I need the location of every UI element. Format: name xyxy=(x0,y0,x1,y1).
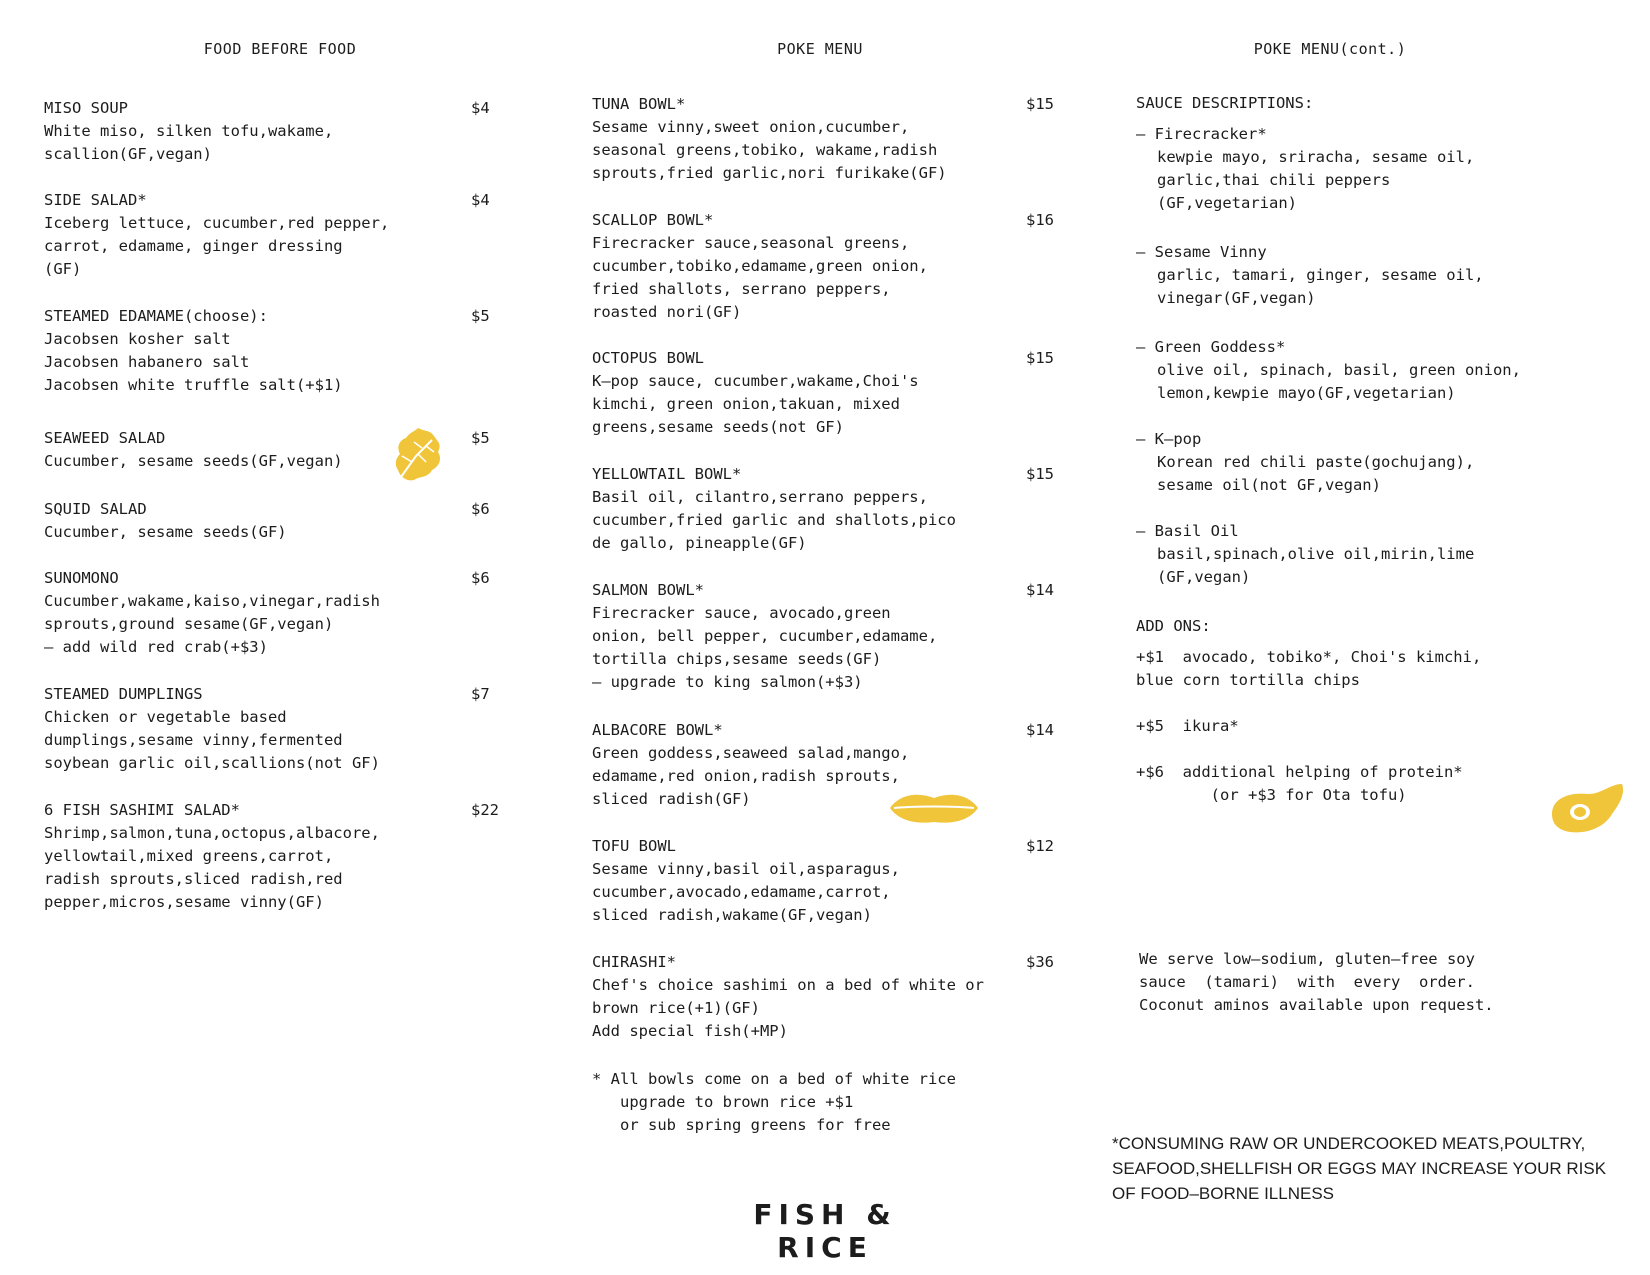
menu-item-name: SQUID SALAD xyxy=(44,500,147,518)
sauce-desc-line: olive oil, spinach, basil, green onion, xyxy=(1157,361,1521,379)
menu-item-name: OCTOPUS BOWL xyxy=(592,349,704,367)
col-title-middle: POKE MENU xyxy=(777,40,863,58)
menu-item-price: $4 xyxy=(471,99,490,117)
menu-item-desc-line: Sesame vinny,sweet onion,cucumber, xyxy=(592,118,910,136)
menu-item-desc-line: White miso, silken tofu,wakame, xyxy=(44,122,334,140)
sauce-item xyxy=(1136,336,1521,405)
sauce-item xyxy=(1136,123,1474,215)
sauce-name: – Firecracker* xyxy=(1136,125,1267,143)
menu-item-name: MISO SOUP xyxy=(44,99,128,117)
menu-item-desc-line: greens,sesame seeds(not GF) xyxy=(592,418,844,436)
text-line: * All bowls come on a bed of white rice xyxy=(592,1070,956,1088)
sauce-name: – Sesame Vinny xyxy=(1136,243,1267,261)
sauce-desc-line: lemon,kewpie mayo(GF,vegetarian) xyxy=(1157,384,1456,402)
menu-item-desc-line: Cucumber, sesame seeds(GF,vegan) xyxy=(44,452,343,470)
menu-item-desc-line: Firecracker sauce,seasonal greens, xyxy=(592,234,910,252)
text-line: SEAFOOD,SHELLFISH OR EGGS MAY INCREASE YOUR RISK xyxy=(1112,1159,1607,1178)
menu-item-name: ALBACORE BOWL* xyxy=(592,721,723,739)
text-line: blue corn tortilla chips xyxy=(1136,671,1360,689)
menu-item-name: STEAMED EDAMAME(choose): xyxy=(44,307,268,325)
menu-item xyxy=(44,305,343,397)
text-line: upgrade to brown rice +$1 xyxy=(592,1093,854,1111)
text-line: *CONSUMING RAW OR UNDERCOOKED MEATS,POULTRY, xyxy=(1112,1134,1586,1153)
addon-line-1 xyxy=(1136,646,1481,692)
sauce-desc-line: kewpie mayo, sriracha, sesame oil, xyxy=(1157,148,1475,166)
menu-item xyxy=(592,579,937,694)
menu-item-desc-line: – upgrade to king salmon(+$3) xyxy=(592,673,863,691)
menu-item-desc-line: Jacobsen habanero salt xyxy=(44,353,250,371)
menu-item-price: $36 xyxy=(1026,953,1054,971)
soy-note xyxy=(1139,948,1494,1017)
menu-item-desc-line: Chicken or vegetable based xyxy=(44,708,287,726)
col-title-right: POKE MENU(cont.) xyxy=(1253,40,1407,58)
bowl-note xyxy=(592,1068,956,1137)
menu-item-desc-line: Cucumber,wakame,kaiso,vinegar,radish xyxy=(44,592,380,610)
menu-item-desc-line: Add special fish(+MP) xyxy=(592,1022,788,1040)
menu-item-desc-line: onion, bell pepper, cucumber,edamame, xyxy=(592,627,938,645)
sauce-desc-line: garlic, tamari, ginger, sesame oil, xyxy=(1157,266,1484,284)
sauce-heading: SAUCE DESCRIPTIONS: xyxy=(1136,94,1314,112)
menu-item-desc-line: Green goddess,seaweed salad,mango, xyxy=(592,744,910,762)
menu-item-price: $15 xyxy=(1026,465,1054,483)
menu-item-price: $14 xyxy=(1026,721,1054,739)
menu-item-desc-line: Sesame vinny,basil oil,asparagus, xyxy=(592,860,900,878)
menu-item-desc-line: sliced radish(GF) xyxy=(592,790,751,808)
menu-item-desc-line: scallion(GF,vegan) xyxy=(44,145,212,163)
menu-item-price: $4 xyxy=(471,191,490,209)
disclaimer xyxy=(1112,1131,1632,1206)
menu-item-price: $22 xyxy=(471,801,499,819)
menu-item xyxy=(592,835,900,927)
menu-item xyxy=(44,498,287,544)
menu-item xyxy=(592,347,919,439)
menu-item-desc-line: cucumber,fried garlic and shallots,pico xyxy=(592,511,956,529)
menu-item-desc-line: carrot, edamame, ginger dressing xyxy=(44,237,343,255)
menu-item-name: YELLOWTAIL BOWL* xyxy=(592,465,742,483)
sauce-desc-line: basil,spinach,olive oil,mirin,lime xyxy=(1157,545,1475,563)
menu-item-desc-line: sprouts,fried garlic,nori furikake(GF) xyxy=(592,164,947,182)
menu-item-desc-line: fried shallots, serrano peppers, xyxy=(592,280,891,298)
menu-item-name: TUNA BOWL* xyxy=(592,95,686,113)
menu-item-name: SUNOMONO xyxy=(44,569,119,587)
addons-heading: ADD ONS: xyxy=(1136,617,1211,635)
sauce-desc-line: vinegar(GF,vegan) xyxy=(1157,289,1316,307)
leaf-icon xyxy=(392,426,444,486)
menu-item xyxy=(44,567,380,659)
sauce-name: – Green Goddess* xyxy=(1136,338,1286,356)
menu-item-desc-line: de gallo, pineapple(GF) xyxy=(592,534,807,552)
menu-item xyxy=(44,799,380,914)
menu-item-desc-line: roasted nori(GF) xyxy=(592,303,742,321)
menu-item-desc-line: Jacobsen kosher salt xyxy=(44,330,231,348)
menu-item xyxy=(44,97,333,166)
sauce-item xyxy=(1136,241,1484,310)
text-line: or sub spring greens for free xyxy=(592,1116,891,1134)
sauce-desc-line: (GF,vegan) xyxy=(1157,568,1251,586)
lips-icon xyxy=(888,790,980,826)
menu-item-price: $12 xyxy=(1026,837,1054,855)
menu-item xyxy=(592,93,947,185)
addon-line-3 xyxy=(1136,761,1463,807)
menu-item xyxy=(44,427,343,473)
text-line: +$1 avocado, tobiko*, Choi's kimchi, xyxy=(1136,648,1482,666)
menu-item-desc-line: Cucumber, sesame seeds(GF) xyxy=(44,523,287,541)
menu-item-desc-line: cucumber,tobiko,edamame,green onion, xyxy=(592,257,928,275)
menu-item-price: $5 xyxy=(471,429,490,447)
text-line: sauce (tamari) with every order. xyxy=(1139,973,1475,991)
menu-item-desc-line: Jacobsen white truffle salt(+$1) xyxy=(44,376,343,394)
menu-item xyxy=(592,719,909,811)
text-line: OF FOOD–BORNE ILLNESS xyxy=(1112,1184,1334,1203)
sauce-desc-line: Korean red chili paste(gochujang), xyxy=(1157,453,1475,471)
menu-item-desc-line: radish sprouts,sliced radish,red xyxy=(44,870,343,888)
menu-item-desc-line: kimchi, green onion,takuan, mixed xyxy=(592,395,900,413)
menu-item-price: $5 xyxy=(471,307,490,325)
menu-item-price: $6 xyxy=(471,500,490,518)
avocado-icon xyxy=(1548,780,1626,836)
text-line: Coconut aminos available upon request. xyxy=(1139,996,1494,1014)
menu-item-name: 6 FISH SASHIMI SALAD* xyxy=(44,801,240,819)
sauce-desc-line: garlic,thai chili peppers xyxy=(1157,171,1391,189)
menu-item-desc-line: tortilla chips,sesame seeds(GF) xyxy=(592,650,882,668)
col-title-left: FOOD BEFORE FOOD xyxy=(203,40,357,58)
menu-item-desc-line: edamame,red onion,radish sprouts, xyxy=(592,767,900,785)
menu-item-desc-line: dumplings,sesame vinny,fermented xyxy=(44,731,343,749)
sauce-item xyxy=(1136,428,1474,497)
menu-item-desc-line: Basil oil, cilantro,serrano peppers, xyxy=(592,488,928,506)
addon-line-2: +$5 ikura* xyxy=(1136,717,1239,735)
menu-item xyxy=(592,463,956,555)
menu-item-desc-line: (GF) xyxy=(44,260,82,278)
sauce-desc-line: (GF,vegetarian) xyxy=(1157,194,1297,212)
menu-item xyxy=(44,189,389,281)
menu-item-desc-line: – add wild red crab(+$3) xyxy=(44,638,268,656)
menu-item-desc-line: brown rice(+1)(GF) xyxy=(592,999,760,1017)
menu-item-desc-line: K–pop sauce, cucumber,wakame,Choi's xyxy=(592,372,919,390)
menu-item-desc-line: sliced radish,wakame(GF,vegan) xyxy=(592,906,872,924)
menu-item-desc-line: yellowtail,mixed greens,carrot, xyxy=(44,847,334,865)
brand-logo: FISH & RICE xyxy=(753,1198,897,1264)
menu-item-name: SEAWEED SALAD xyxy=(44,429,166,447)
text-line: +$6 additional helping of protein* xyxy=(1136,763,1463,781)
sauce-item xyxy=(1136,520,1474,589)
menu-item-name: CHIRASHI* xyxy=(592,953,676,971)
sauce-name: – Basil Oil xyxy=(1136,522,1239,540)
menu-item-desc-line: Shrimp,salmon,tuna,octopus,albacore, xyxy=(44,824,380,842)
menu-item-desc-line: sprouts,ground sesame(GF,vegan) xyxy=(44,615,334,633)
menu-item xyxy=(44,683,380,775)
menu-item-name: SIDE SALAD* xyxy=(44,191,147,209)
menu-item-name: STEAMED DUMPLINGS xyxy=(44,685,203,703)
menu-item-name: TOFU BOWL xyxy=(592,837,676,855)
menu-item-price: $15 xyxy=(1026,349,1054,367)
menu-item-desc-line: seasonal greens,tobiko, wakame,radish xyxy=(592,141,938,159)
menu-item-desc-line: Iceberg lettuce, cucumber,red pepper, xyxy=(44,214,390,232)
menu-item xyxy=(592,209,928,324)
menu-item-desc-line: pepper,micros,sesame vinny(GF) xyxy=(44,893,324,911)
menu-item-name: SALMON BOWL* xyxy=(592,581,704,599)
menu-item-price: $15 xyxy=(1026,95,1054,113)
text-line: (or +$3 for Ota tofu) xyxy=(1136,786,1407,804)
text-line: We serve low–sodium, gluten–free soy xyxy=(1139,950,1475,968)
menu-item-price: $6 xyxy=(471,569,490,587)
sauce-name: – K–pop xyxy=(1136,430,1202,448)
menu-item-price: $14 xyxy=(1026,581,1054,599)
menu-item xyxy=(592,951,984,1043)
menu-item-desc-line: cucumber,avocado,edamame,carrot, xyxy=(592,883,891,901)
menu-item-desc-line: Chef's choice sashimi on a bed of white or xyxy=(592,976,984,994)
menu-item-price: $16 xyxy=(1026,211,1054,229)
sauce-desc-line: sesame oil(not GF,vegan) xyxy=(1157,476,1381,494)
menu-item-price: $7 xyxy=(471,685,490,703)
menu-item-desc-line: soybean garlic oil,scallions(not GF) xyxy=(44,754,380,772)
menu-item-name: SCALLOP BOWL* xyxy=(592,211,714,229)
menu-item-desc-line: Firecracker sauce, avocado,green xyxy=(592,604,891,622)
